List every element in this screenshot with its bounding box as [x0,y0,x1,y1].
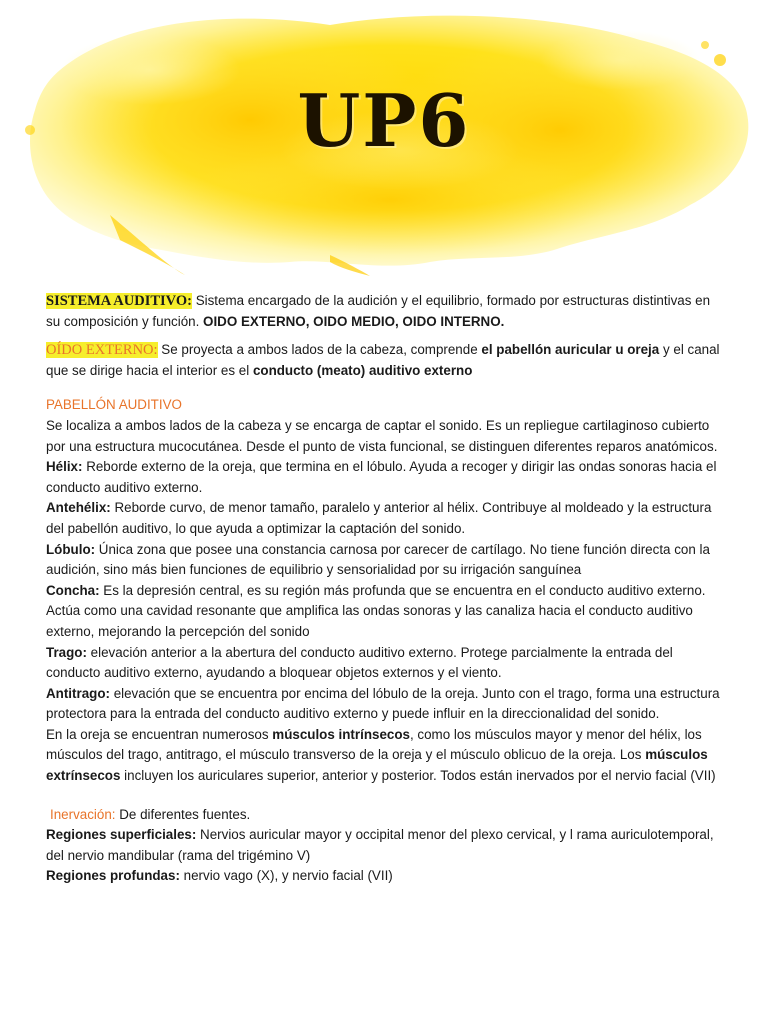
paragraph-inervacion [46,805,722,826]
term: Regiones superficiales: [46,827,197,843]
definition-text: elevación anterior a la abertura del conducto auditivo externo. Protege parcialmente la entrada del conducto auditivo externo, ayudando a bloquear objetos externos y el viento. [46,644,673,681]
document-body [46,291,722,887]
pabellon-intro: Se localiza a ambos lados de la cabeza y se encarga de captar el sonido. Es un repliegue cartilaginoso cubierto por una estructura mucocutánea. Desde el punto de vista funcional, se distinguen diferentes reparos anatómicos. [46,417,718,454]
term: Regiones profundas: [46,868,180,884]
term: Trago: [46,644,87,660]
text: En la oreja se encuentran numerosos [46,726,273,742]
bold-text: músculos intrínsecos [272,726,410,742]
bold-text: OIDO EXTERNO, OIDO MEDIO, OIDO INTERNO. [203,313,505,329]
definition-regiones-profundas [46,866,722,887]
page-title: UP6 [297,78,471,163]
text: De diferentes fuentes. [115,806,251,822]
bold-text: músculos extrínsecos [46,747,708,784]
term: Hélix: [46,459,83,475]
text: , como los músculos mayor y menor del hélix, los músculos del trago, antitrago, el músculo transverso de la oreja y el músculo oblicuo de la oreja. Los [46,726,702,763]
definition-antitrago [46,684,722,725]
term: Lóbulo: [46,541,96,557]
paragraph-oido-externo [46,340,722,381]
definition-antehelix [46,498,722,539]
definition-text: Única zona que posee una constancia carnosa por carecer de cartílago. No tiene función directa con la audición, sino más bien funciones de equilibrio y sensorialidad por su irrigación sanguínea [46,541,710,578]
text: Se proyecta a ambos lados de la cabeza, comprende [157,342,482,358]
paragraph-musculos [46,725,722,787]
definition-text: elevación que se encuentra por encima del lóbulo de la oreja. Junto con el trago, forma una estructura protectora para la entrada del conducto auditivo externo y puede influir en la direccionalidad del sonido. [46,685,720,722]
watercolor-banner [0,0,768,280]
term: Antitrago: [46,685,110,701]
definition-regiones-superficiales [46,825,722,866]
paragraph-sistema-auditivo [46,291,722,332]
text: Sistema encargado de la audición y el equilibrio, formado por estructuras distintivas en su composición y función. [46,293,711,329]
label-sistema-auditivo: SISTEMA AUDITIVO: [46,293,192,309]
text: incluyen los auriculares superior, anterior y posterior. Todos están inervados por el nervio facial (VII) [120,768,716,784]
term: Concha: [46,582,100,598]
definition-trago [46,643,722,684]
definition-text: Es la depresión central, es su región más profunda que se encuentra en el conducto auditivo externo. Actúa como una cavidad resonante que amplifica las ondas sonoras y las canaliza hacia el conducto auditivo externo, mejorando la percepción del sonido [46,582,706,639]
bold-text: el pabellón auricular u oreja [481,342,660,358]
definition-text: Reborde externo de la oreja, que termina en el lóbulo. Ayuda a recoger y dirigir las ondas sonoras hacia el conducto auditivo externo. [46,459,717,495]
definition-helix [46,457,722,498]
definition-text: Reborde curvo, de menor tamaño, paralelo y anterior al hélix. Contribuye al moldeado y la estructura del pabellón auditivo, lo que ayuda a optimizar la captación del sonido. [46,500,712,536]
label-inervacion: Inervación: [50,806,116,822]
bold-text: conducto (meato) auditivo externo [252,362,473,378]
definition-concha [46,581,722,643]
text: y el canal que se dirige hacia el interior es el [46,342,720,378]
heading-pabellon-auditivo: PABELLÓN AUDITIVO [46,397,182,413]
term: Antehélix: [46,500,111,516]
label-oido-externo: OÍDO EXTERNO: [46,342,158,359]
definition-text: Nervios auricular mayor y occipital menor del plexo cervical, y l rama auriculotemporal, del nervio mandibular (rama del trigémino V) [46,827,714,863]
definition-text: nervio vago (X), y nervio facial (VII) [179,868,393,884]
definition-lobulo [46,540,722,581]
